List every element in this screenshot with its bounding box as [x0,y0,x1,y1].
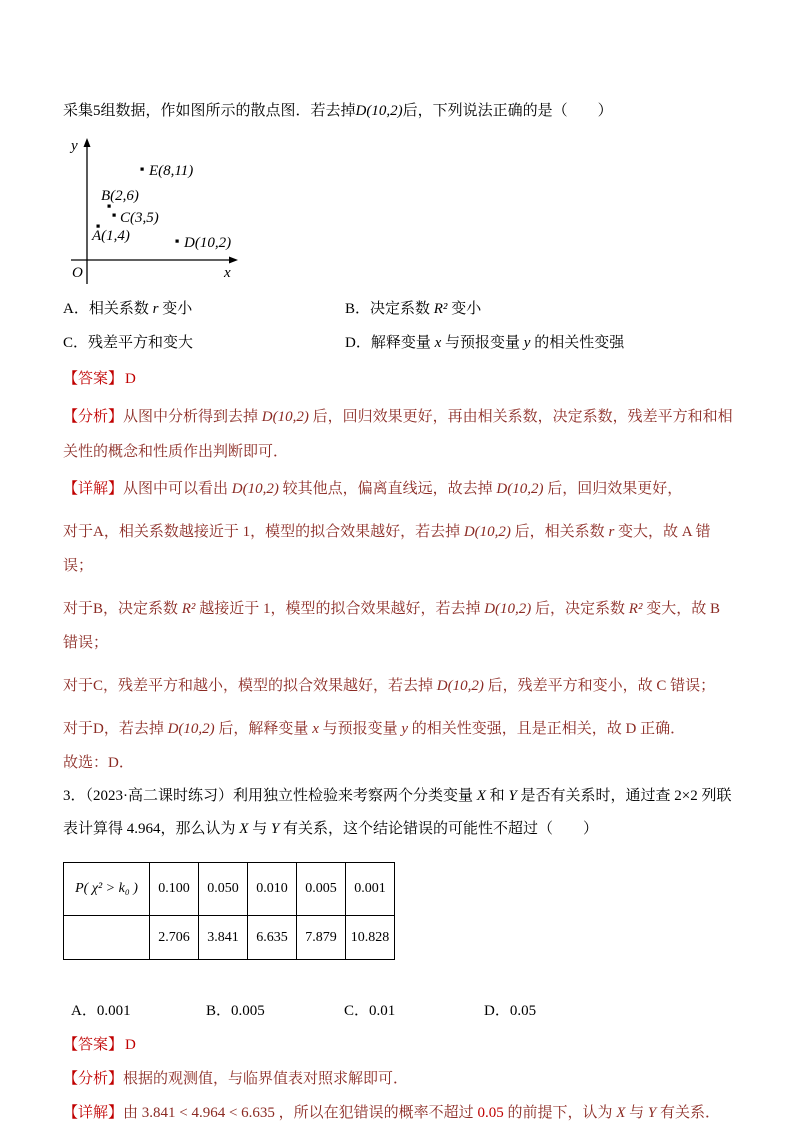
q3-answer-line [63,1034,736,1056]
q3-option-b: B．0.005 [206,1003,265,1019]
q2-stem: 采集5组数据，作如图所示的散点图．若去掉D(10,2)后，下列说法正确的是（ ） [63,103,613,119]
q2-answer-value: D [125,371,136,387]
q3-analysis-line [63,1068,736,1090]
q2-answer-label: 【答案】 [63,371,124,387]
point-D [176,240,179,243]
q2-detail-line-4: 对于C，残差平方和越小，模型的拟合效果越好，若去掉 D(10,2) 后，残差平方和变小，故 C 错误； [63,678,716,694]
q3-answer-value: D [125,1037,136,1053]
q3-analysis-text: 根据的观测值，与临界值表对照求解即可． [123,1071,409,1087]
q2-conclusion: 故选：D． [63,755,134,771]
q3-detail-text: 由 3.841 < 4.964 < 6.635 ，所以在犯错误的概率不超过 0.05 的前提下，认为 X 与 Y 有关系． [123,1105,720,1121]
table-cell: 0.050 [199,863,248,916]
q2-detail-text-1: 从图中可以看出 D(10,2) 较其他点，偏离直线远，故去掉 D(10,2) 后，回归效果更好， [123,481,683,497]
q2-detail-line-5: 对于D，若去掉 D(10,2) 后，解释变量 x 与预报变量 y 的相关性变强，且是正相关，故 D 正确． [63,721,686,737]
q3-stem: 3．（2023·高二课时练习）利用独立性检验来考察两个分类变量 X 和 Y 是否有关系时，通过查 2×2 列联表计算得 4.964，那么认为 X 与 Y 有关系，这个结论错误的可能性不超过（ ） [63,788,732,837]
table-cell: 10.828 [346,916,395,960]
point-E [141,168,144,171]
scatter-plot [63,136,313,288]
q2-option-b: B．决定系数 R² 变小 [345,301,482,317]
x-axis-arrow-icon [229,257,238,264]
q3-detail-line [63,1102,736,1123]
q2-detail-line-2: 对于A，相关系数越接近于 1，模型的拟合效果越好，若去掉 D(10,2) 后，相关系数 r 变大，故 A 错误； [63,524,711,574]
q3-option-c: C．0.01 [344,1003,396,1019]
table-cell: 0.001 [346,863,395,916]
table-cell: 0.010 [248,863,297,916]
q2-analysis-label: 【分析】 [63,409,124,425]
x-axis-label: x [224,265,231,281]
q3-detail-label: 【详解】 [63,1105,124,1121]
point-label-B: B(2,6) [101,188,139,204]
point-label-C: C(3,5) [120,210,159,226]
table-cell: 3.841 [199,916,248,960]
table-header-cell: P( χ² > k₀ ) [64,863,150,916]
q2-analysis-text: 从图中分析得到去掉 D(10,2) 后，回归效果更好，再由相关系数，决定系数，残差平方和和相关性的概念和性质作出判断即可． [63,409,733,460]
q2-detail-label: 【详解】 [63,481,124,497]
q2-analysis-line [63,400,736,470]
scatter-figure [63,136,736,288]
q2-option-c: C．残差平方和变大 [63,335,194,351]
q2-detail-line-1 [63,472,736,506]
point-C [113,214,116,217]
point-B [108,205,111,208]
chi-square-critical-table [63,862,395,960]
table-row [64,916,395,960]
q3-option-a: A．0.001 [71,1003,131,1019]
q2-answer-line [63,368,736,390]
table-cell: 0.100 [150,863,199,916]
point-label-A: A(1,4) [92,228,130,244]
q2-option-a: A．相关系数 r 变小 [63,301,193,317]
point-label-D: D(10,2) [184,235,232,251]
q2-detail-line-3: 对于B，决定系数 R² 越接近于 1，模型的拟合效果越好，若去掉 D(10,2) 后，决定系数 R² 变大，故 B 错误； [63,601,720,651]
table-cell: 7.879 [297,916,346,960]
table-empty-cell [64,916,150,960]
table-cell: 6.635 [248,916,297,960]
table-row [64,863,395,916]
q3-option-d: D．0.05 [484,1003,537,1019]
table-cell: 2.706 [150,916,199,960]
q3-answer-label: 【答案】 [63,1037,124,1053]
q3-analysis-label: 【分析】 [63,1071,124,1087]
y-axis-arrow-icon [84,138,91,147]
q2-option-d: D．解释变量 x 与预报变量 y 的相关性变强 [345,335,625,351]
q3-options [71,1000,736,1022]
point-label-E: E(8,11) [149,163,194,179]
q2-options [63,292,736,360]
y-axis-label: y [71,138,78,154]
origin-label: O [72,265,83,281]
table-cell: 0.005 [297,863,346,916]
